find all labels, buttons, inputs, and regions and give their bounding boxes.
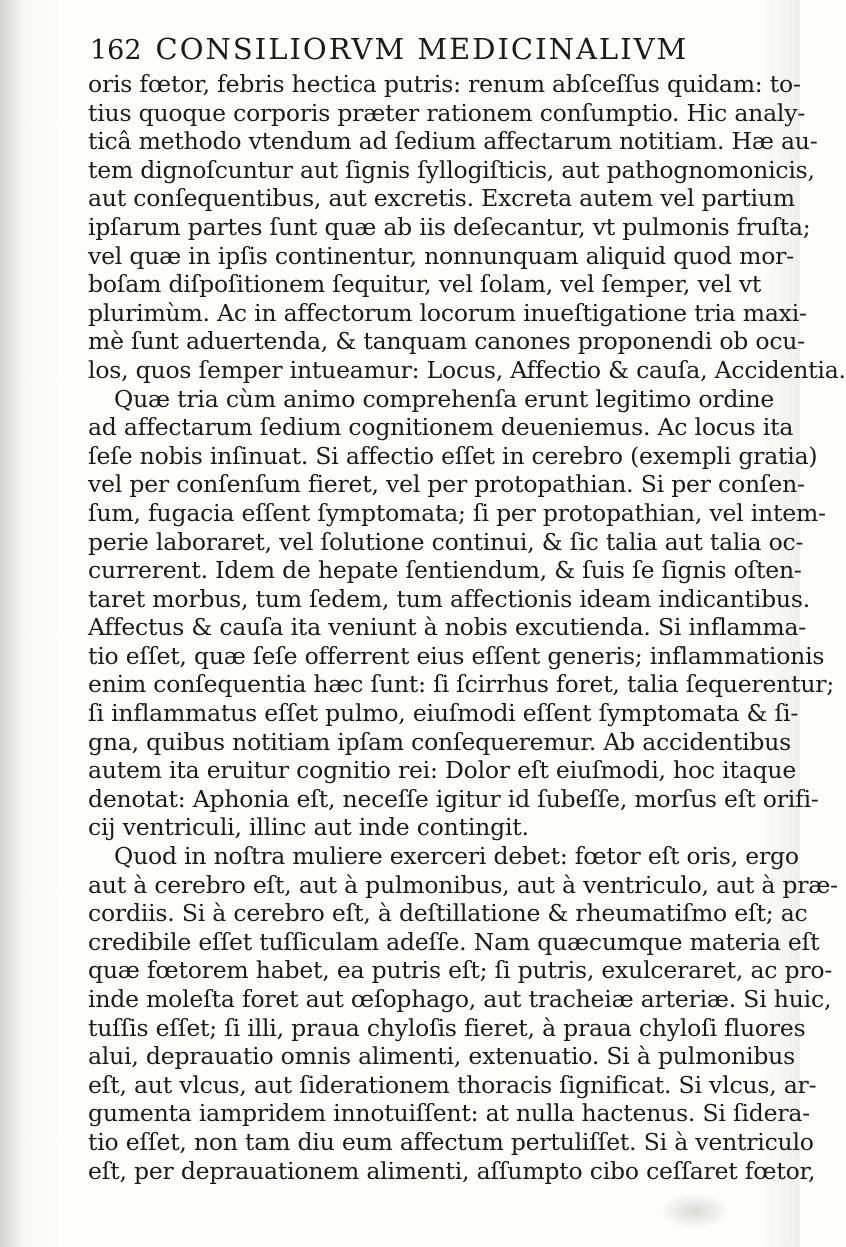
- text-line: gna, quibus notitiam ipſam conſequeremur. Ab accidentibus: [88, 727, 792, 756]
- text-line: credibile eſſet tuſſiculam adeſſe. Nam quæcumque materia eſt: [88, 927, 820, 956]
- text-line: enim conſequentia hæc ſunt: ſi ſcirrhus foret, talia ſequerentur;: [88, 670, 835, 699]
- text-line: quæ fœtorem habet, ea putris eſt; ſi putris, exulceraret, ac pro-: [88, 956, 833, 985]
- paragraph-first-line: Quæ tria cùm animo comprehenſa erunt legitimo ordine: [114, 384, 775, 413]
- text-line: cordiis. Si à cerebro eſt, à deſtillatione & rheumatiſmo eſt; ac: [88, 899, 808, 928]
- text-line: oris fœtor, febris hectica putris: renum abſceſſus quidam: to-: [88, 70, 801, 98]
- body-text: [88, 70, 846, 1185]
- page-number: 162: [90, 35, 142, 66]
- text-line: los, quos ſemper intueamur: Locus, Affectio & cauſa, Accidentia.: [88, 355, 846, 384]
- text-line: eſt, aut vlcus, aut ſiderationem thoracis ſignificat. Si vlcus, ar-: [88, 1070, 817, 1099]
- text-line: tuſſis eſſet; ſi illi, praua chyloſis fieret, à praua chyloſi fluores: [88, 1013, 806, 1042]
- text-line: tius quoque corporis præter rationem conſumptio. Hic analy-: [88, 98, 806, 127]
- text-line: Affectus & cauſa ita veniunt à nobis excutienda. Si inflamma-: [88, 613, 807, 642]
- text-line: gumenta iampridem innotuiſſent: at nulla hactenus. Si ſidera-: [88, 1099, 810, 1128]
- text-line: vel per conſenſum fieret, vel per protopathian. Si per conſen-: [88, 470, 805, 499]
- text-line: mè ſunt aduertenda, & tanquam canones proponendi ob ocu-: [88, 327, 805, 356]
- text-line: ſi inflammatus eſſet pulmo, eiuſmodi eſſent ſymptomata & ſi-: [88, 699, 799, 728]
- text-line: boſam diſpoſitionem ſequitur, vel ſolam, vel ſemper, vel vt: [88, 270, 762, 299]
- text-line: perie laboraret, vel ſolutione continui, & ſic talia aut talia oc-: [88, 527, 804, 556]
- text-line: vel quæ in ipſis continentur, nonnunquam aliquid quod mor-: [88, 241, 794, 270]
- text-line: plurimùm. Ac in affectorum locorum inueſtigatione tria maxi-: [88, 298, 807, 327]
- gutter-shadow: [0, 0, 24, 1247]
- text-line: eſt, per deprauationem alimenti, aſſumpto cibo ceſſaret fœtor,: [88, 1156, 816, 1185]
- text-line: ad affectarum ſedium cognitionem deueniemus. Ac locus ita: [88, 413, 794, 442]
- text-line: alui, deprauatio omnis alimenti, extenuatio. Si à pulmonibus: [88, 1042, 795, 1071]
- text-line: ticâ methodo vtendum ad ſedium affectarum notitiam. Hæ au-: [88, 127, 818, 156]
- text-line: ſeſe nobis inſinuat. Si affectio eſſet in cerebro (exempli gratia): [88, 441, 818, 470]
- text-line: tio eſſet, quæ ſeſe offerrent eius eſſent generis; inflammationis: [88, 641, 825, 670]
- text-line: ipſarum partes ſunt quæ ab iis deſecantur, vt pulmonis fruſta;: [88, 212, 811, 241]
- running-title: CONSILIORVM MEDICINALIVM: [155, 32, 689, 66]
- text-line: currerent. Idem de hepate ſentiendum, & ſuis ſe ſignis oſten-: [88, 556, 802, 585]
- text-line: ſum, fugacia eſſent ſymptomata; ſi per protopathian, vel intem-: [88, 498, 826, 527]
- text-line: inde moleſta foret aut œſophago, aut tracheiæ arteriæ. Si huic,: [88, 985, 832, 1013]
- text-line: autem ita eruitur cognitio rei: Dolor eſt eiuſmodi, hoc itaque: [88, 756, 797, 785]
- text-line: aut à cerebro eſt, aut à pulmonibus, aut à ventriculo, aut à præ-: [88, 870, 838, 899]
- text-line: denotat: Aphonia eſt, neceſſe igitur id ſubeſſe, morſus eſt orifi-: [88, 784, 819, 813]
- page-header: [90, 32, 764, 66]
- paragraph-first-line: Quod in noſtra muliere exerceri debet: fœtor eſt oris, ergo: [114, 842, 799, 871]
- text-line: cij ventriculi, illinc aut inde contingit.: [88, 813, 529, 842]
- text-line: taret morbus, tum ſedem, tum affectionis ideam indicantibus.: [88, 584, 810, 613]
- text-line: tem dignoſcuntur aut ſignis ſyllogiſticis, aut pathognomonicis,: [88, 155, 815, 184]
- text-line: aut conſequentibus, aut excretis. Excreta autem vel partium: [88, 184, 795, 213]
- paper-smudge: [660, 1193, 730, 1229]
- text-line: tio eſſet, non tam diu eum affectum pertuliſſet. Si à ventriculo: [88, 1127, 814, 1156]
